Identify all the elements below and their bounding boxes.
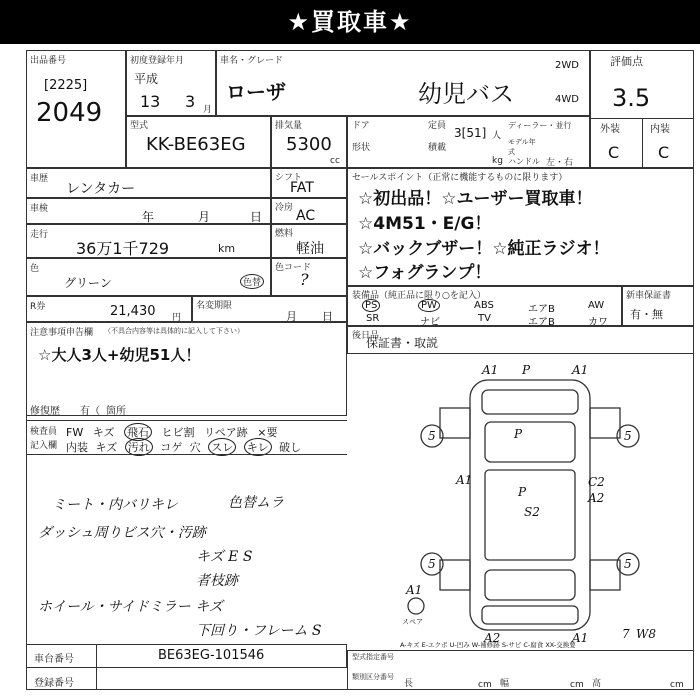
registration-year: 13 [140,92,161,111]
history-label: 車歴 [30,174,49,184]
reg-no-label: 登録番号 [34,678,74,689]
inspection-day: 日 [250,210,263,224]
cm-unit-3: cm [670,680,684,690]
spare-wheel [408,598,424,614]
insp-burn: コゲ [160,441,183,454]
repair-suffix: 箇所 [106,406,126,417]
sales-point-2: ☆4M51・E/G！ [358,214,492,234]
registration-month: 3 [185,92,196,111]
mark-roof-p: P [518,485,527,499]
recycle-value: 21,430 [110,304,156,319]
equip-sr: SR [366,313,380,324]
warranty-value: 有・無 [630,308,663,321]
page-header: ★買取車★ [0,0,700,44]
vehicle-diagram [400,360,660,650]
score-label: 評価点 [610,55,643,68]
after-label: 後日品 [352,331,380,341]
spare-label: スペア [402,618,423,626]
displacement-label: 排気量 [275,121,303,131]
equip-navi: ナビ [420,317,440,328]
insp-need: ×要 [257,426,278,439]
hand-note-2: 色替ムラ [228,495,284,511]
shift-label: シフト [275,173,303,183]
color-box [26,258,271,296]
hand-note-3: ダッシュ周りビス穴・汚跡 [38,525,206,541]
registration-label: 初度登録年月 [130,56,185,66]
equip-aw: AW [588,300,605,311]
mileage-unit: km [218,242,236,255]
recycle-unit: 円 [172,313,182,323]
sales-point-1: ☆初出品！☆ユーザー買取車！ [358,189,593,209]
color-label: 色 [30,264,40,274]
inspection-year: 年 [142,210,155,224]
mark-wheel-rl: 5 [428,557,436,571]
displacement-unit: cc [330,156,340,166]
mark-spare-a1: A1 [406,583,423,597]
rear-left-door [440,560,470,590]
score-value: 3.5 [612,84,651,112]
mark-wheel-rr: 5 [624,557,632,571]
insp-scratch: キズ [92,426,115,439]
front-glass [482,390,578,414]
notes-sub: （不具合内容等は具体的に記入して下さい） [104,327,244,335]
recycle-box [26,296,192,322]
bottom-right-box [347,650,694,690]
drive-2wd: 2WD [555,60,579,71]
mark-roof-s2: S2 [524,505,540,519]
tax-day: 日 [322,310,333,323]
equipment-label: 装備品（純正品に限り○を記入） [352,291,486,301]
registration-era: 平成 [134,72,159,86]
color-change: 色替 [240,274,264,289]
hand-note-5: 者枝跡 [196,573,238,589]
load-label: 積載 [428,143,447,153]
insp-int-scratch: キズ [95,441,118,454]
insp-hole: 穴 [189,441,201,454]
rear-right-door [590,560,620,590]
tax-month: 月 [286,310,297,323]
hand-note-7: 下回り・フレーム S [196,623,322,639]
lot-sub: [2225] [44,78,88,93]
inspection-month: 月 [198,210,211,224]
mark-rear-a2: A2 [484,631,501,645]
dealer-label: ディーラー・並行 [508,121,572,130]
inspector-label-1: 検査員 [30,427,58,437]
mark-wheel-fr: 5 [624,429,632,443]
mark-rear-7: 7 [622,627,630,641]
insp-tear: キレ [244,438,272,456]
mileage-label: 走行 [30,230,49,240]
exterior-label: 外装 [600,124,620,135]
after-value: 保証書・取説 [366,336,439,350]
equip-tv: TV [478,313,491,324]
mark-front-a1b: A1 [572,363,589,377]
capacity-label: 定員 [428,121,447,131]
interior-label: 内装 [650,124,670,135]
ac-value: AC [296,208,316,224]
insp-fw: FW [66,426,84,439]
car-grade: 幼児バス [418,80,514,108]
sales-point-4: ☆フォグランプ！ [358,263,492,283]
fuel-label: 燃料 [275,229,294,239]
mark-front-a1: A1 [482,363,499,377]
score-vdivider [642,118,643,168]
cm-unit-1: cm [478,680,492,690]
class-label: 類別区分番号 [352,673,394,681]
handle-value: 左・右 [546,158,574,168]
mark-rear-a1: A1 [572,631,589,645]
color-code-value: ? [300,270,309,289]
shift-value: FAT [290,180,314,196]
insp-repair: リペア跡 [204,426,248,439]
height-label: 高 [592,679,602,689]
insp-interior: 内装 [66,441,88,454]
width-label: 幅 [500,679,510,689]
equip-ps: PS [362,299,380,312]
mark-front-p: P [522,363,531,377]
door-label: ドア [352,121,370,131]
inspector-top-line [26,420,347,421]
repair-value: 有（ [80,406,100,417]
lot-number: 2049 [36,98,103,128]
chassis-label: 車台番号 [34,654,74,665]
mark-right-a2: A2 [588,491,605,505]
rear-bumper [482,606,578,624]
rear-glass [485,570,575,600]
insp-chip: 飛石 [124,423,152,441]
warranty-label: 新車保証書 [626,291,672,301]
model-designation-label: 型式指定番号 [352,653,394,661]
front-right-door [590,408,620,438]
registration-month-unit: 月 [203,105,213,115]
hand-note-6: ホイール・サイドミラー キズ [38,599,223,615]
cm-unit-2: cm [570,680,584,690]
equip-pw: PW [418,299,440,312]
mark-rear-w8: W8 [636,627,656,641]
model-year-label: モデル年式 [508,138,536,156]
car-label: 車名・グレード [220,56,284,66]
shape-label: 形状 [352,143,371,153]
car-name: ローザ [226,80,286,104]
sales-point-3: ☆バックブザー！☆純正ラジオ！ [358,239,610,259]
insp-dirt: 汚れ [125,438,153,456]
history-box [26,168,271,198]
insp-broken: 破し [279,441,302,454]
color-code-label: 色コード [275,263,312,273]
notes-text: ☆大人3人+幼児51人！ [38,346,201,364]
capacity-unit: 人 [492,131,502,141]
sales-points-label: セールスポイント（正常に機能するものに限ります） [352,173,568,183]
insp-crack: ヒビ割 [161,426,195,439]
hand-note-4: キズ E S [196,549,253,565]
handle-label: ハンドル [508,157,540,166]
history-value: レンタカー [66,181,136,197]
notes-label: 注意事項申告欄 [30,328,94,338]
equip-abs: ABS [474,300,494,311]
model-value: KK-BE63EG [146,134,246,155]
mark-wheel-fl: 5 [428,429,436,443]
model-label: 型式 [130,121,149,131]
equip-leather: カワ [588,317,608,328]
capacity-value: 3[51] [454,126,487,140]
inspection-label: 車検 [30,204,49,214]
fuel-value: 軽油 [296,241,324,257]
chassis-divider [96,644,97,690]
mark-right-c2: C2 [588,475,605,489]
diagram-legend: A-キズ E-エクボ U-凹み W-補修跡 S-サビ C-腐食 XX-交換要 [400,641,576,649]
chassis-value: BE63EG-101546 [158,648,265,663]
ac-label: 冷房 [275,203,294,213]
load-unit: kg [492,156,503,166]
windshield [485,422,575,462]
exterior-score: C [608,143,620,162]
mark-windshield-p: P [514,427,523,441]
lot-label: 出品番号 [30,56,67,66]
insp-rub: スレ [208,438,236,456]
hand-note-1: ミート・内バリキレ [52,497,178,513]
recycle-label: R券 [30,302,46,312]
inspector-label-2: 記入欄 [30,441,58,451]
tax-label: 名変期限 [196,301,233,311]
inspector-bottom-line [26,454,347,455]
interior-score: C [658,143,670,162]
displacement-value: 5300 [286,134,332,155]
mark-left-a1: A1 [456,473,473,487]
repair-label: 修復歴 [30,406,60,417]
equip-airb1: エアB [528,304,555,315]
length-label: 長 [404,679,414,689]
color-value: グリーン [64,276,112,290]
drive-4wd: 4WD [555,94,579,105]
mileage-value: 36万1千729 [76,239,170,258]
equip-airb2: エアB [528,317,555,328]
front-left-door [440,408,470,438]
